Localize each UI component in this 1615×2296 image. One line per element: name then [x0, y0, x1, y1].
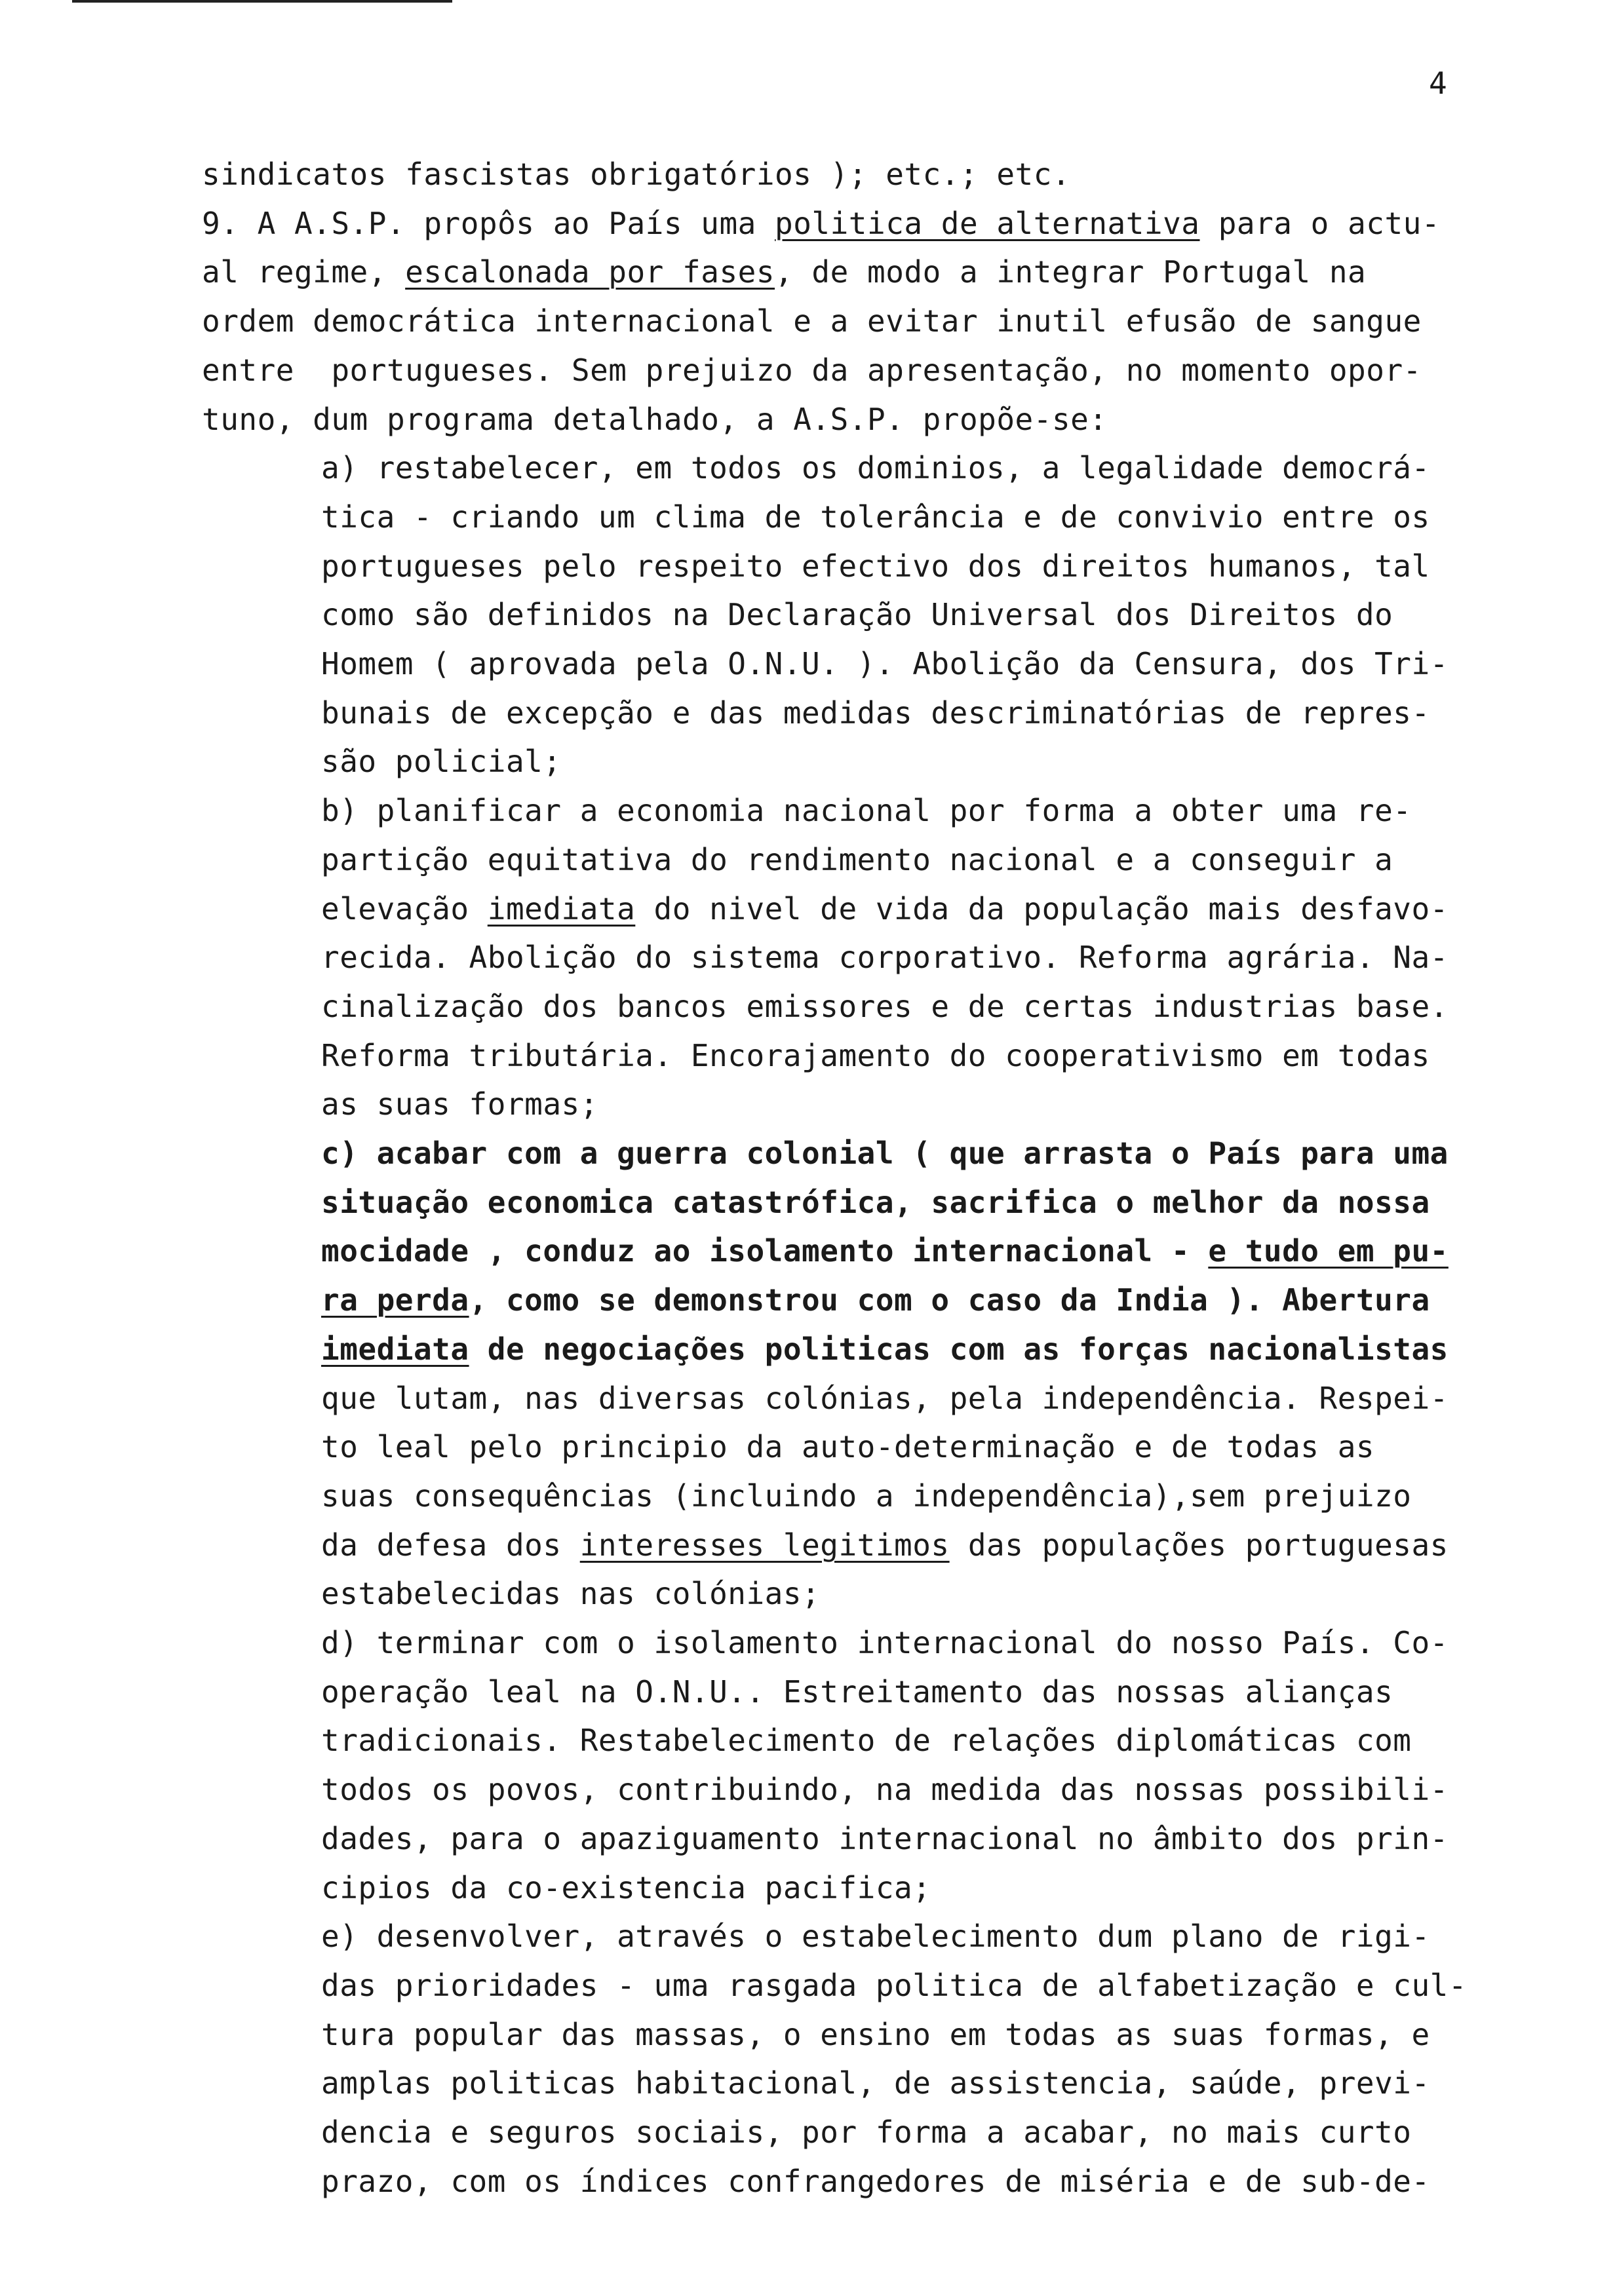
text-segment: das populações portuguesas — [949, 1527, 1449, 1563]
text-line — [321, 2114, 1411, 2151]
text-segment: situação economica catastrófica, sacrifica o melhor da nossa — [321, 1185, 1430, 1220]
text-segment: bunais de excepção e das medidas descriminatórias de repres- — [321, 695, 1430, 731]
text-segment: estabelecidas nas colónias; — [321, 1576, 821, 1611]
text-segment: que lutam, nas diversas colónias, pela independência. Respei- — [321, 1381, 1449, 1416]
text-line — [321, 1282, 1430, 1318]
text-segment: ordem democrática internacional e a evitar inutil efusão de sangue — [202, 303, 1422, 339]
text-segment: das prioridades - uma rasgada politica de alfabetização e cul- — [321, 1968, 1468, 2003]
text-segment: tuno, dum programa detalhado, a A.S.P. propõe-se: — [202, 402, 1108, 437]
text-line — [321, 1869, 931, 1906]
text-segment: Reforma tributária. Encorajamento do cooperativismo em todas — [321, 1038, 1430, 1073]
text-line — [321, 1184, 1430, 1221]
text-segment: tradicionais. Restabelecimento de relações diplomáticas com — [321, 1723, 1412, 1758]
text-line — [321, 1624, 1449, 1661]
text-segment: todos os povos, contribuindo, na medida das nossas possibili- — [321, 1772, 1449, 1807]
text-segment: operação leal na O.N.U.. Estreitamento das nossas alianças — [321, 1674, 1393, 1710]
text-line — [321, 890, 1449, 927]
text-segment: al regime, — [202, 254, 406, 290]
text-line — [321, 2016, 1430, 2053]
text-line — [321, 1233, 1449, 1269]
text-line — [321, 1771, 1449, 1808]
text-line — [321, 841, 1393, 878]
text-segment: recida. Abolição do sistema corporativo. Reforma agrária. Na- — [321, 940, 1449, 975]
text-line — [321, 695, 1430, 731]
text-line — [321, 1135, 1449, 1172]
text-line — [321, 1820, 1449, 1857]
text-line — [321, 1331, 1449, 1368]
text-line — [321, 499, 1430, 535]
text-line — [321, 939, 1449, 976]
text-line — [321, 1575, 820, 1612]
text-segment: dencia e seguros sociais, por forma a acabar, no mais curto — [321, 2114, 1412, 2150]
text-segment: a) restabelecer, em todos os dominios, a legalidade democrá- — [321, 450, 1430, 486]
text-segment: prazo, com os índices confrangedores de miséria e de sub-de- — [321, 2164, 1430, 2199]
text-segment: da defesa dos — [321, 1527, 580, 1563]
text-segment: , de modo a integrar Portugal na — [775, 254, 1367, 290]
text-line — [202, 156, 1070, 193]
text-segment: do nivel de vida da população mais desfavo- — [635, 891, 1449, 927]
text-segment: dades, para o apaziguamento internacional no âmbito dos prin- — [321, 1821, 1449, 1856]
text-segment: cipios da co-existencia pacifica; — [321, 1870, 931, 1905]
text-segment: , como se demonstrou com o caso da India ). Abertura — [469, 1282, 1430, 1318]
text-segment: entre portugueses. Sem prejuizo da apresentação, no momento opor- — [202, 353, 1422, 388]
text-line — [202, 254, 1366, 290]
text-segment: c) acabar com a guerra colonial ( que arrasta o País para uma — [321, 1136, 1449, 1171]
text-line — [321, 596, 1393, 633]
underlined-text: e tudo em pu- — [1208, 1233, 1449, 1269]
text-line — [321, 1478, 1411, 1514]
text-segment: d) terminar com o isolamento internacional do nosso País. Co- — [321, 1625, 1449, 1660]
text-segment: mocidade , conduz ao isolamento internacional - — [321, 1233, 1209, 1269]
text-segment: amplas politicas habitacional, de assistencia, saúde, previ- — [321, 2065, 1430, 2101]
underlined-text: ra perda — [321, 1282, 469, 1318]
text-segment: de negociações politicas com as forças nacionalistas — [469, 1331, 1449, 1367]
top-rule — [72, 0, 452, 3]
text-line — [202, 303, 1422, 339]
underlined-text: escalonada por fases — [405, 254, 775, 290]
text-line — [321, 792, 1411, 829]
text-line — [202, 205, 1440, 242]
text-segment: tica - criando um clima de tolerância e de convivio entre os — [321, 499, 1430, 535]
text-line — [321, 2065, 1430, 2101]
text-segment: tura popular das massas, o ensino em todas as suas formas, e — [321, 2017, 1430, 2052]
text-line — [321, 1428, 1374, 1465]
text-line — [321, 1967, 1467, 2004]
text-segment: para o actu- — [1199, 206, 1441, 241]
text-segment: suas consequências (incluindo a independência),sem prejuizo — [321, 1478, 1412, 1514]
underlined-text: interesses legitimos — [579, 1527, 950, 1563]
page-number: 4 — [1429, 66, 1447, 101]
text-segment: portugueses pelo respeito efectivo dos direitos humanos, tal — [321, 548, 1430, 584]
underlined-text: imediata — [487, 891, 636, 927]
text-line — [321, 2163, 1430, 2200]
text-line — [202, 401, 1108, 438]
text-line — [321, 450, 1430, 486]
text-line — [321, 1918, 1430, 1955]
text-segment: como são definidos na Declaração Universal dos Direitos do — [321, 597, 1393, 632]
text-segment: e) desenvolver, através o estabelecimento dum plano de rigi- — [321, 1919, 1430, 1954]
text-line — [321, 743, 562, 780]
text-line — [321, 1380, 1449, 1417]
text-segment: to leal pelo principio da auto-determinação e de todas as — [321, 1429, 1375, 1464]
text-segment: 9. A A.S.P. propôs ao País uma — [202, 206, 775, 241]
text-segment: as suas formas; — [321, 1086, 598, 1122]
text-segment: partição equitativa do rendimento nacional e a conseguir a — [321, 842, 1393, 877]
text-line — [321, 1674, 1393, 1710]
underlined-text: politica de alternativa — [775, 206, 1200, 241]
text-line — [321, 1037, 1430, 1074]
underlined-text: imediata — [321, 1331, 469, 1367]
text-segment: b) planificar a economia nacional por forma a obter uma re- — [321, 793, 1412, 828]
text-line — [202, 352, 1422, 389]
text-line — [321, 645, 1449, 682]
text-segment: sindicatos fascistas obrigatórios ); etc.; etc. — [202, 157, 1071, 192]
text-segment: cinalização dos bancos emissores e de certas industrias base. — [321, 989, 1449, 1024]
text-segment: são policial; — [321, 744, 562, 779]
text-line — [321, 1527, 1449, 1563]
text-line — [321, 548, 1430, 584]
text-line — [321, 1086, 598, 1122]
text-segment: elevação — [321, 891, 488, 927]
text-line — [321, 988, 1449, 1025]
text-segment: Homem ( aprovada pela O.N.U. ). Abolição da Censura, dos Tri- — [321, 646, 1449, 681]
text-line — [321, 1722, 1411, 1759]
